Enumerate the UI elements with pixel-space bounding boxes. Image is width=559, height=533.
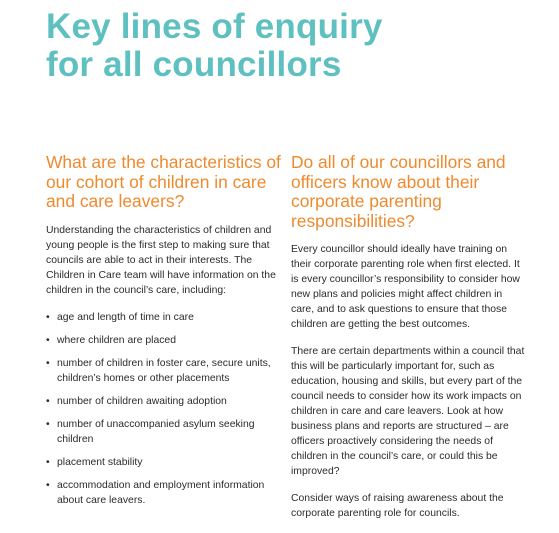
left-intro-paragraph: Understanding the characteristics of children and young people is the first step to making sure that councils are able to act in their interests. The Children in Care team will have information on the children in the council’s care, including:: [46, 224, 276, 296]
right-paragraph-1: Every councillor should ideally have training on their corporate parenting role when first elected. It is every councillor’s responsibility to consider how new plans and policies might affect children in care, and to ask questions to ensure that those children are getting the best outcomes.: [291, 244, 520, 330]
list-item-text: number of children in foster care, secure units, children’s homes or other placements: [57, 357, 271, 384]
page-title-line-2: for all councillors: [46, 45, 342, 84]
left-heading: What are the characteristics of our cohort of children in care and care leavers?: [46, 152, 281, 211]
bullet-icon: •: [46, 418, 50, 430]
bullet-icon: •: [46, 456, 50, 468]
right-heading: Do all of our councillors and officers know about their corporate parenting responsibilities?: [291, 152, 506, 231]
bullet-icon: •: [46, 395, 50, 407]
page-title-line-1: Key lines of enquiry: [46, 7, 383, 46]
bullet-icon: •: [46, 479, 50, 491]
list-item: [46, 394, 281, 409]
list-item-text: number of children awaiting adoption: [57, 395, 227, 407]
list-item: [46, 333, 281, 348]
list-item-text: age and length of time in care: [57, 311, 194, 323]
list-item-text: placement stability: [57, 456, 143, 468]
list-item-text: accommodation and employment information about care leavers.: [57, 479, 265, 506]
right-paragraph-2: There are certain departments within a council that this will be particularly important for, such as education, housing and skills, but every part of the council needs to consider how its work impacts on children in care and care leavers. Look at how business plans and reports are structured – are officers proactively considering the needs of children in the council’s care, or could this be improved?: [291, 346, 525, 477]
bullet-icon: •: [46, 357, 50, 369]
left-column: [46, 153, 281, 516]
list-item: [46, 310, 281, 325]
list-item-text: where children are placed: [57, 334, 176, 346]
list-item: [46, 455, 281, 470]
list-item: [46, 356, 281, 386]
characteristics-list: [46, 310, 281, 508]
list-item: [46, 417, 281, 447]
page-title: [46, 8, 383, 84]
bullet-icon: •: [46, 311, 50, 323]
right-paragraph-3: Consider ways of raising awareness about the corporate parenting role for councils.: [291, 493, 504, 519]
list-item: [46, 478, 281, 508]
right-column: [291, 153, 527, 533]
bullet-icon: •: [46, 334, 50, 346]
list-item-text: number of unaccompanied asylum seeking children: [57, 418, 255, 445]
